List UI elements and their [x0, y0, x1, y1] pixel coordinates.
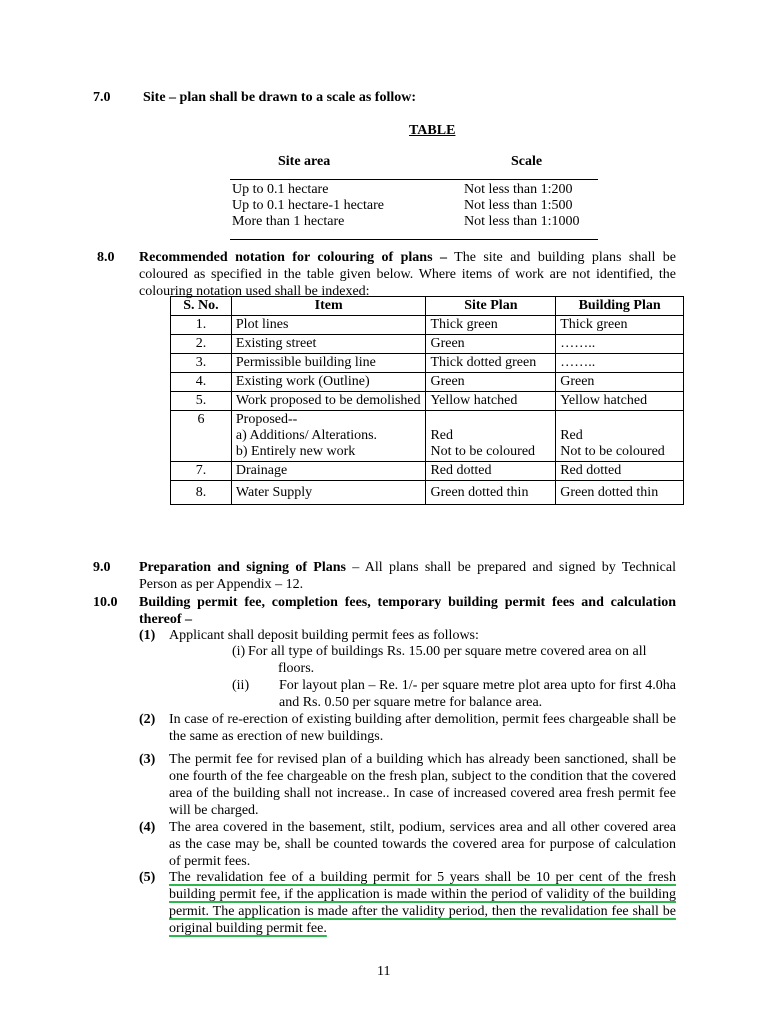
- cell-building: Thick green: [556, 316, 684, 335]
- para-5-text: [169, 869, 676, 937]
- cell-sno: 8.: [171, 481, 232, 505]
- header-building-plan: Building Plan: [556, 297, 684, 316]
- cell-site: Green: [426, 335, 556, 354]
- section-10-number: 10.0: [93, 595, 118, 610]
- cell-site: Thick green: [426, 316, 556, 335]
- cell-building: ……..: [556, 354, 684, 373]
- para-4-text: The area covered in the basement, stilt, podium, services area and all other covered area as the case may be, shall be counted towards the covered area for purpose of calculation of permit fees.: [169, 820, 676, 869]
- cell-item: Existing work (Outline): [231, 373, 426, 392]
- cell-item: Existing street: [231, 335, 426, 354]
- page-number: 11: [377, 964, 391, 979]
- cell-building: [556, 411, 684, 462]
- cell-item: Permissible building line: [231, 354, 426, 373]
- cell-sno: 6: [171, 411, 232, 462]
- cell-site-a: Red: [430, 428, 454, 443]
- cell-item: Drainage: [231, 462, 426, 481]
- cell-item: Plot lines: [231, 316, 426, 335]
- section-9-number: 9.0: [93, 560, 111, 575]
- cell-sno: 4.: [171, 373, 232, 392]
- para-3-number: (3): [139, 752, 156, 767]
- scale-row-scale: Not less than 1:200: [464, 182, 573, 197]
- cell-sno: 1.: [171, 316, 232, 335]
- table-row: [171, 481, 684, 505]
- table-header-row: [171, 297, 684, 316]
- section-7-number: 7.0: [93, 90, 111, 105]
- cell-site: Thick dotted green: [426, 354, 556, 373]
- cell-site-b: Not to be coloured: [430, 444, 536, 459]
- cell-item: [231, 411, 426, 462]
- cell-item-a: a) Additions/ Alterations.: [235, 428, 378, 443]
- section-8-body: The site and building plans shall be coloured as specified in the table given below. Where items of work are not identified, the colouring notation used shall be indexed:: [139, 250, 676, 299]
- colour-notation-table: [170, 296, 684, 505]
- header-item: Item: [231, 297, 426, 316]
- section-8-title: Recommended notation for colouring of plans –: [139, 250, 447, 265]
- section-9-title: Preparation and signing of Plans: [139, 560, 346, 575]
- cell-item: Water Supply: [231, 481, 426, 505]
- para-1-i-text: [248, 643, 678, 677]
- cell-building: Red dotted: [556, 462, 684, 481]
- para-1-ii-text: For layout plan – Re. 1/- per square metre plot area upto for first 4.0ha and Rs. 0.50 per square metre for balance area.: [279, 678, 676, 710]
- cell-building: Green: [556, 373, 684, 392]
- para-1-ii-number: (ii): [232, 678, 250, 693]
- cell-building: ……..: [556, 335, 684, 354]
- section-8-paragraph: [139, 249, 676, 300]
- scale-header-scale: Scale: [511, 154, 543, 169]
- section-7-title: Site – plan shall be drawn to a scale as follow:: [143, 90, 417, 105]
- cell-building: Yellow hatched: [556, 392, 684, 411]
- table-row: [171, 373, 684, 392]
- scale-row-area: Up to 0.1 hectare-1 hectare: [232, 198, 384, 213]
- para-4-number: (4): [139, 820, 156, 835]
- table-row: [171, 392, 684, 411]
- para-1-number: (1): [139, 628, 156, 643]
- cell-building-a: Red: [560, 428, 583, 443]
- section-10-title: Building permit fee, completion fees, temporary building permit fees and calculation thereof –: [139, 595, 676, 627]
- para-1-text: Applicant shall deposit building permit fees as follows:: [169, 628, 479, 643]
- cell-site: [426, 411, 556, 462]
- table-row: [171, 462, 684, 481]
- table-row: [171, 316, 684, 335]
- para-2-text: In case of re-erection of existing building after demolition, permit fees chargeable shall be the same as erection of new buildings.: [169, 712, 676, 744]
- scale-row-area: Up to 0.1 hectare: [232, 182, 329, 197]
- cell-item: Work proposed to be demolished: [231, 392, 426, 411]
- table-caption: TABLE: [409, 123, 456, 138]
- scale-row-scale: Not less than 1:1000: [464, 214, 580, 229]
- cell-sno: 3.: [171, 354, 232, 373]
- cell-item-heading: Proposed--: [235, 412, 298, 427]
- cell-building-b: Not to be coloured: [560, 444, 665, 459]
- section-9-paragraph: [139, 559, 676, 593]
- cell-site: Red dotted: [426, 462, 556, 481]
- cell-sno: 7.: [171, 462, 232, 481]
- header-site-plan: Site Plan: [426, 297, 556, 316]
- scale-header-site-area: Site area: [278, 154, 331, 169]
- cell-item-b: b) Entirely new work: [235, 444, 356, 459]
- cell-sno: 2.: [171, 335, 232, 354]
- section-8-number: 8.0: [97, 250, 115, 265]
- para-1-i-body: For all type of buildings Rs. 15.00 per square metre covered area on all floors.: [248, 644, 647, 676]
- cell-building: Green dotted thin: [556, 481, 684, 505]
- cell-site: Green dotted thin: [426, 481, 556, 505]
- scale-table-top-rule: [230, 179, 598, 180]
- para-3-text: The permit fee for revised plan of a building which has already been sanctioned, shall be one fourth of the fee chargeable on the fresh plan, subject to the condition that the covered area of the building shall not increase.. In case of increased covered area fresh permit fee will be charged.: [169, 752, 676, 818]
- header-sno: S. No.: [171, 297, 232, 316]
- table-row: [171, 335, 684, 354]
- scale-table-bottom-rule: [230, 239, 598, 240]
- para-5-number: (5): [139, 870, 156, 885]
- section-9-body: – All plans shall be prepared and signed by Technical Person as per Appendix – 12.: [139, 560, 676, 592]
- scale-row-area: More than 1 hectare: [232, 214, 345, 229]
- para-2-number: (2): [139, 712, 156, 727]
- cell-site: Green: [426, 373, 556, 392]
- para-1-i-number: (i): [232, 644, 246, 659]
- cell-sno: 5.: [171, 392, 232, 411]
- cell-site: Yellow hatched: [426, 392, 556, 411]
- table-row: [171, 354, 684, 373]
- table-row: [171, 411, 684, 462]
- para-5-highlighted-text: The revalidation fee of a building permit for 5 years shall be 10 per cent of the fresh building permit fee, if the application is made within the period of validity of the building permit. The application is made after the validity period, then the revalidation fee shall be original building permit fee.: [169, 870, 676, 936]
- scale-row-scale: Not less than 1:500: [464, 198, 573, 213]
